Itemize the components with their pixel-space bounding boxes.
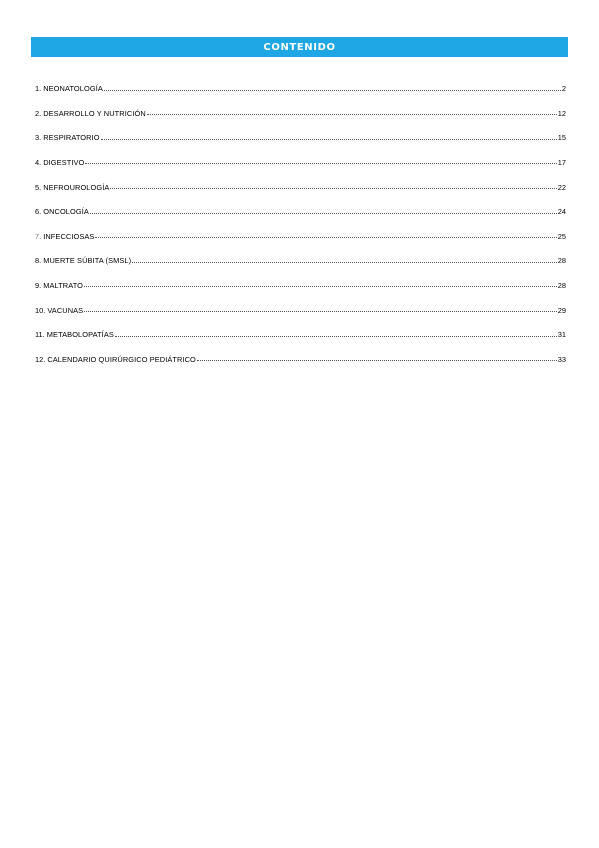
toc-entry-number: 3. [35, 133, 44, 143]
toc-entry-label: RESPIRATORIO [43, 133, 100, 143]
toc-entry[interactable] [35, 117, 566, 142]
toc-entry-page: 29 [557, 305, 566, 315]
toc-entry-page: 12 [557, 108, 566, 118]
toc-dot-leader [110, 188, 556, 189]
toc-entry[interactable] [35, 216, 566, 241]
toc-dot-leader [132, 262, 557, 263]
toc-dot-leader [104, 90, 561, 91]
toc-entry[interactable] [35, 240, 566, 265]
toc-entry-number: 5. [35, 182, 44, 192]
toc-entry-number: 10. [35, 305, 48, 315]
toc-entry-page: 25 [557, 231, 566, 241]
toc-entry-page: 28 [557, 280, 566, 290]
toc-entry-label: METABOLOPATÍAS [46, 330, 114, 340]
toc-entry-number: 1. [35, 84, 44, 94]
toc-entry[interactable] [35, 142, 566, 167]
toc-entry-label: ONCOLOGÍA [43, 207, 89, 217]
contents-header-bar [31, 37, 568, 57]
toc-entry-label: VACUNAS [47, 305, 84, 315]
toc-entry-page: 22 [557, 182, 566, 192]
toc-entry[interactable] [35, 68, 566, 93]
toc-dot-leader [95, 237, 556, 238]
toc-dot-leader [90, 213, 557, 214]
toc-entry-label: NEONATOLOGÍA [43, 84, 103, 94]
contents-title: CONTENIDO [263, 41, 336, 53]
toc-entry-label: NEFROUROLOGÍA [43, 182, 110, 192]
toc-entry-page: 28 [557, 256, 566, 266]
toc-dot-leader [85, 163, 556, 164]
toc-dot-leader [197, 360, 557, 361]
toc-entry-number: 9. [35, 280, 44, 290]
toc-entry-number: 12. [35, 354, 48, 364]
toc-entry[interactable] [35, 93, 566, 118]
toc-entry-label: MALTRATO [43, 280, 84, 290]
toc-entry[interactable] [35, 289, 566, 314]
toc-dot-leader [101, 139, 557, 140]
toc-entry-page: 31 [557, 330, 566, 340]
toc-entry-page: 24 [557, 207, 566, 217]
toc-entry-number: 2. [35, 108, 44, 118]
toc-dot-leader [84, 286, 557, 287]
toc-entry[interactable] [35, 265, 566, 290]
toc-entry-label: DIGESTIVO [43, 157, 85, 167]
toc-entry-label: CALENDARIO QUIRÚRGICO PEDIÁTRICO [47, 354, 196, 364]
toc-dot-leader [147, 114, 557, 115]
toc-entry-number: 7. [35, 231, 44, 241]
toc-entry-label: MUERTE SÚBITA (SMSL) [43, 256, 132, 266]
toc-entry[interactable] [35, 314, 566, 339]
toc-entry[interactable] [35, 166, 566, 191]
toc-entry-page: 2 [561, 84, 566, 94]
toc-entry-page: 15 [557, 133, 566, 143]
toc-dot-leader [115, 336, 557, 337]
toc-dot-leader [84, 311, 557, 312]
toc-entry-number: 6. [35, 207, 44, 217]
table-of-contents [35, 68, 566, 363]
toc-entry-number: 11. [35, 330, 47, 340]
toc-entry-page: 33 [557, 354, 566, 364]
toc-entry-number: 8. [35, 256, 44, 266]
toc-entry-label: DESARROLLO Y NUTRICIÓN [43, 108, 146, 118]
toc-entry-page: 17 [557, 157, 566, 167]
toc-entry[interactable] [35, 191, 566, 216]
toc-entry-number: 4. [35, 157, 44, 167]
toc-entry-label: INFECCIOSAS [43, 231, 95, 241]
toc-entry[interactable] [35, 339, 566, 364]
